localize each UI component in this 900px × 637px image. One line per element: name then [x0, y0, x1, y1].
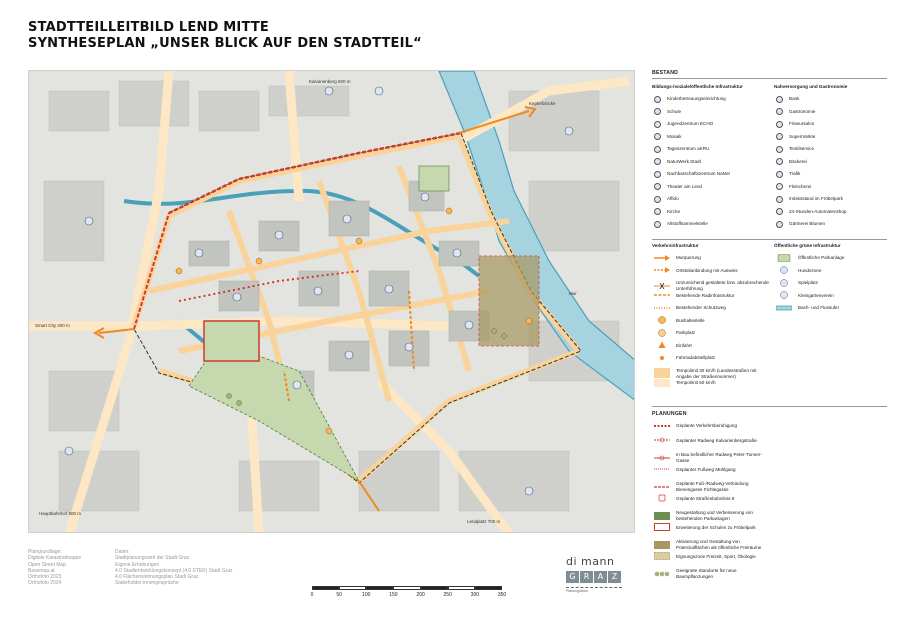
textile-icon	[776, 146, 783, 153]
source-daten	[115, 549, 233, 587]
legend-col1-title: Bildungs-/soziale/öffentliche Infrastruktur	[652, 84, 743, 89]
legend-item-label: Geplanter Radweg Kalvarienbergstraße	[676, 437, 757, 443]
river-symbol	[776, 305, 792, 312]
legend-item	[776, 133, 894, 141]
logo-letter: R	[580, 571, 593, 583]
legend-item	[654, 292, 772, 300]
label-mur: Mur	[569, 291, 577, 296]
legend-rule	[652, 406, 887, 407]
scale-tick-label: 150	[389, 592, 398, 598]
legend-item	[654, 208, 772, 216]
mosaik-icon	[654, 133, 661, 140]
legend-item-label: Einfahrt	[676, 342, 692, 348]
red-walk2-symbol	[654, 483, 670, 492]
recycling-icon	[654, 221, 661, 228]
snack-icon	[776, 196, 783, 203]
legend-item	[654, 120, 772, 128]
legend-item-label: Eignungszone Freizeit, Sport, Ökologie	[676, 553, 756, 559]
nature-icon	[654, 158, 661, 165]
legend-item	[654, 342, 772, 350]
legend-item-label: Supermärkte	[789, 133, 816, 139]
legend-item	[776, 158, 894, 166]
green-dark-symbol	[654, 512, 670, 521]
legend-item	[654, 267, 772, 275]
scale-bar	[310, 586, 507, 606]
legend-item	[654, 158, 772, 166]
bakery-icon	[776, 158, 783, 165]
logo-letter: Z	[608, 571, 621, 583]
legend-item-label: Altstoffsammelstelle	[667, 221, 708, 226]
source-line: 4.0 Stadtentwicklungskonzept (4.0 STEK) Stadt Graz	[115, 567, 233, 574]
restaurant-icon	[776, 108, 783, 115]
affido-icon	[654, 196, 661, 203]
scale-tick-label: 250	[443, 592, 452, 598]
map-canvas	[29, 71, 635, 533]
legend-item	[776, 120, 894, 128]
youth-icon	[654, 121, 661, 128]
source-line: Basemap.at	[28, 567, 55, 574]
butcher-icon	[776, 183, 783, 190]
legend-item-label: Tempolimit 50 km/h	[676, 380, 716, 385]
church-icon	[654, 208, 661, 215]
label-lendplatz: Lendplatz 700 m	[467, 519, 501, 524]
legend-item-label: In Bau befindlicher Radweg Peter-Tunner-Gasse	[676, 452, 762, 463]
synthesis-map[interactable]	[28, 70, 635, 533]
dot-orange-symbol	[654, 305, 670, 312]
legend-item-label: Ortsteilanbindung mit Ausweis	[676, 267, 738, 273]
legend-bestand-heading: BESTAND	[652, 70, 679, 76]
logo-graz	[566, 571, 622, 583]
legend-item-label: Tageszentrum aKRU	[667, 146, 710, 151]
label-hauptbahnhof: Hauptbahnhof 900 m	[39, 511, 82, 516]
legend-item	[654, 509, 772, 523]
legend-item	[654, 170, 772, 178]
legend-item	[776, 220, 894, 228]
arrow-dashed-symbol	[654, 267, 670, 274]
label-keplerbruecke: Keplerbrücke	[529, 101, 556, 106]
legend-item	[776, 279, 894, 287]
legend-item	[654, 304, 772, 312]
source-line: Digitale Katastralmappe	[28, 555, 82, 562]
legend-item-label: Tempolimit 30 km/h (Landesstraßen mit Angabe der Straßennummer)	[676, 367, 757, 379]
child-icon	[654, 96, 661, 103]
scale-tick-label: 100	[362, 592, 371, 598]
legend-item	[654, 553, 772, 561]
scale-tick-label: 200	[416, 592, 425, 598]
legend-rule	[652, 239, 887, 240]
legend-item-label: Friseursalon	[789, 121, 815, 126]
vending-icon	[776, 208, 783, 215]
legend-item-label: Murquerung	[676, 255, 701, 260]
legend-item	[654, 480, 772, 494]
page-title	[28, 20, 422, 52]
red-dash-symbol	[654, 423, 670, 430]
legend-rule	[652, 78, 887, 79]
legend-item	[776, 108, 894, 116]
source-plangrundlage	[28, 549, 81, 587]
legend	[652, 70, 887, 610]
legend-item	[654, 254, 772, 262]
bike-symbol	[654, 354, 670, 363]
legend-item	[776, 292, 894, 300]
source-line: Plangrundlage:	[28, 549, 62, 555]
legend-item-label: Mosaik	[667, 133, 682, 139]
legend-item-label: Geplante Verkehrsberuhigung	[676, 423, 738, 428]
source-line: Daten:	[115, 549, 130, 555]
legend-item	[654, 195, 772, 203]
source-line: Orthofoto 2023	[28, 574, 62, 581]
dog-symbol	[776, 266, 792, 275]
legend-item-label: Aktivierung und Gestaltung von Potenzialflächen als öffentliche Freiräume	[676, 539, 762, 550]
scale-tick-label: 50	[336, 592, 342, 598]
legend-item-label: Bank	[789, 96, 800, 101]
legend-item	[654, 466, 772, 474]
legend-item	[654, 317, 772, 325]
red-bike2-symbol	[654, 454, 670, 463]
legend-item-label: Theater am Lend	[667, 183, 702, 189]
hairdresser-icon	[776, 121, 783, 128]
legend-item	[776, 145, 894, 153]
trees-symbol	[654, 570, 670, 579]
legend-item-label: Bach- und Flussufer	[798, 305, 840, 310]
arrow-symbol	[654, 255, 670, 262]
legend-item	[776, 254, 894, 262]
scale-tick-label: 350	[497, 592, 507, 598]
legend-item	[776, 304, 894, 312]
scale-segment	[339, 586, 366, 590]
legend-item-label: Kinderbetreuungseinrichtung	[667, 96, 726, 101]
fill-light-symbol	[654, 379, 670, 388]
legend-item-label: NaturWerk.Stadt	[667, 158, 701, 164]
source-line: Stadtplanungsamt der Stadt Graz	[115, 555, 190, 562]
legend-item-label: Unzureichend gestaltete bzw. abzubrechende Unterführung	[676, 280, 769, 291]
legend-item-label: Erweiterung der Schulen zu Fröbelpark	[676, 524, 756, 530]
legend-planungen-heading: PLANUNGEN	[652, 411, 687, 417]
triangle-symbol	[654, 341, 670, 350]
scale-segment	[448, 586, 475, 590]
dash-orange-symbol	[654, 292, 670, 299]
scale-segment	[366, 586, 393, 590]
red-outline-symbol	[654, 523, 670, 532]
scale-segment	[312, 586, 339, 590]
source-line: Open Street Map	[28, 561, 67, 568]
olive-symbol	[654, 541, 670, 550]
cross-symbol	[654, 283, 670, 290]
legend-item	[654, 567, 772, 581]
park-symbol	[776, 254, 792, 263]
legend-item	[654, 437, 772, 445]
legend-gruen-title: Öffentliche grüne Infrastruktur	[774, 243, 841, 248]
legend-item-label: Geplante Fuß-/Radweg-Verbindung Bienengasse Fichtegasse	[676, 481, 749, 492]
red-walk-symbol	[654, 465, 670, 474]
title-line-1: STADTTEILLEITBILD LEND MITTE	[28, 20, 269, 35]
legend-item	[654, 354, 772, 362]
play-symbol	[776, 279, 792, 288]
bus-symbol	[654, 316, 670, 325]
flower-icon	[776, 221, 783, 228]
red-bike-symbol	[654, 436, 670, 445]
source-line: Eigene Erhebungen	[115, 561, 160, 568]
daycenter-icon	[654, 146, 661, 153]
theater-icon	[654, 183, 661, 190]
label-kalvarienberg: Kalvarienberg 600 m	[309, 79, 351, 84]
legend-item-label: Bestehender Schutzweg	[676, 305, 726, 310]
legend-item-label: Kirche	[667, 208, 681, 214]
legend-item	[654, 422, 772, 430]
tram-symbol	[654, 494, 670, 503]
legend-item-label: Trafik	[789, 171, 801, 176]
school-icon	[654, 108, 661, 115]
supermarket-icon	[776, 133, 783, 140]
logo-letter: G	[566, 571, 579, 583]
trafik-icon	[776, 171, 783, 178]
legend-item	[654, 451, 772, 465]
garden-symbol	[776, 291, 792, 300]
legend-item-label: Jugendzentrum ECHO	[667, 121, 714, 126]
legend-item-label: Bushaltestelle	[676, 317, 705, 323]
title-line-2: SYNTHESEPLAN „UNSER BLICK AUF DEN STADTTEIL“	[28, 36, 422, 51]
source-line: Stakeholder:innengespräche	[115, 580, 179, 587]
legend-item-label: Parkplatz	[676, 330, 696, 335]
source-line: 4.0 Flächenwidmungsplan Stadt Graz	[115, 574, 199, 581]
legend-item	[654, 538, 772, 552]
legend-item	[776, 170, 894, 178]
scale-tick-label: 0	[310, 592, 314, 598]
legend-item-label: Kleingartenverein	[798, 292, 834, 298]
scale-segment	[393, 586, 420, 590]
logo-letter: A	[594, 571, 607, 583]
legend-item-label: Öffentliche Parkanlage	[798, 255, 845, 260]
legend-item	[776, 208, 894, 216]
legend-item-label: Gärtnerei Blumen	[789, 221, 826, 226]
legend-item-label: Geplante Straßenbahnlinie 8	[676, 495, 735, 501]
legend-item-label: Neugestaltung und Verbesserung von bestehenden Parkanlagen	[676, 510, 753, 521]
legend-item	[654, 145, 772, 153]
dimann-graz-logo	[566, 555, 622, 605]
olive-dash-symbol	[654, 552, 670, 561]
legend-item	[654, 108, 772, 116]
scale-segment	[475, 586, 502, 590]
legend-item	[776, 267, 894, 275]
logo-footer: Planungsbüro	[566, 587, 622, 593]
parking-symbol	[654, 329, 670, 338]
logo-dimann: di mann	[566, 555, 615, 568]
legend-item-label: Fahrradabstellplatz	[676, 355, 716, 360]
legend-item	[654, 220, 772, 228]
legend-verkehr-title: Verkehrsinfrastruktur	[652, 243, 699, 248]
legend-item-label: Bestehende Radinfrastruktur	[676, 292, 735, 298]
legend-item-label: Gastronomie	[789, 108, 816, 114]
label-smart-city: Smart City 200 m	[35, 323, 70, 328]
legend-item-label: Hundezone	[798, 267, 822, 273]
legend-item-label: 24-Stunden-Automatenshop	[789, 208, 847, 214]
fill-dark-symbol	[654, 368, 670, 379]
legend-col2-title: Nahversorgung und Gastronomie	[774, 84, 848, 89]
legend-item-label: Spielplatz	[798, 280, 818, 285]
legend-item	[654, 183, 772, 191]
legend-item-label: Affido	[667, 196, 679, 201]
neighbourhood-icon	[654, 171, 661, 178]
legend-item-label: Fleischerei	[789, 183, 812, 189]
legend-item	[654, 495, 772, 503]
legend-item	[654, 329, 772, 337]
bank-icon	[776, 96, 783, 103]
legend-item-label: Geeignete Standorte für neue Baumpflanzungen	[676, 568, 737, 579]
legend-item	[654, 95, 772, 103]
legend-item	[776, 95, 894, 103]
legend-item	[654, 379, 772, 387]
legend-item-label: Imbissstand im Fröbelpark	[789, 196, 843, 201]
legend-item	[776, 195, 894, 203]
legend-item-label: Geplanter Fußweg Mühlgang	[676, 466, 736, 472]
scale-tick-label: 300	[470, 592, 480, 598]
legend-item-label: Bäckerei	[789, 158, 807, 164]
legend-item-label: Nachbarschaftszentrum NaNet	[667, 171, 730, 176]
legend-item-label: Schule	[667, 108, 682, 114]
scale-segment	[421, 586, 448, 590]
legend-item	[776, 183, 894, 191]
source-line: Orthofoto 2024	[28, 580, 62, 587]
legend-item	[654, 524, 772, 532]
legend-item	[654, 133, 772, 141]
legend-item-label: Textilservice	[789, 146, 815, 151]
